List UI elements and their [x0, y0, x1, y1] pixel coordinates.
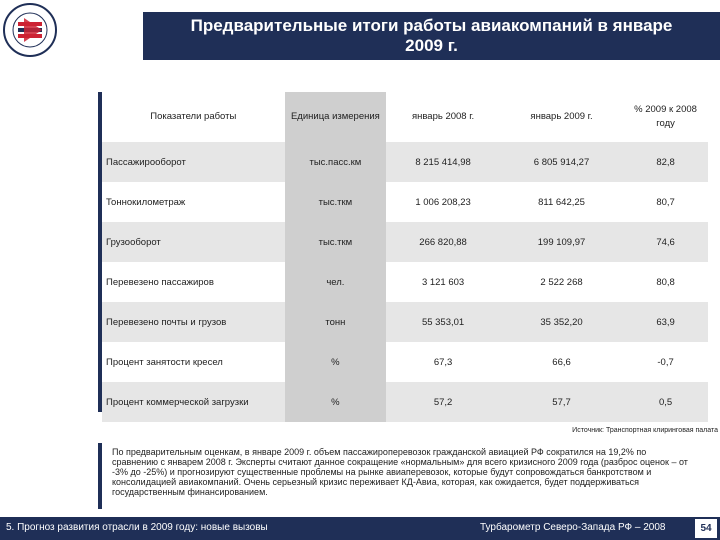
row-indicator: Тоннокилометраж	[106, 196, 186, 208]
row-percent: 74,6	[623, 222, 708, 262]
analysis-note	[98, 443, 708, 509]
row-percent: 82,8	[623, 142, 708, 182]
table-row	[102, 342, 708, 382]
table-row	[102, 262, 708, 302]
header-indicator: Показатели работы	[102, 92, 285, 142]
logo-emblem	[2, 2, 58, 58]
row-value-2008: 57,2	[386, 382, 500, 422]
row-percent: 0,5	[623, 382, 708, 422]
table-row	[102, 182, 708, 222]
row-unit: тыс.ткм	[285, 182, 387, 222]
title-bar	[143, 12, 720, 60]
row-unit: чел.	[285, 262, 387, 302]
row-percent: 80,8	[656, 276, 675, 288]
note-text: По предварительным оценкам, в январе 2009 г. объем пассажироперевозок гражданской авиацией РФ сократился на 19,2% по сравнению с январем 2008 г. Эксперты считают данное сокращение «нормальным» для всего кризисного 2009 года (разброс оценок – от -3% до -25%) и прогнозируют существенные проблемы на рынке авиаперевозок, которые будут сопровождаться банкротством и консолидацией авиакомпаний. Очень серьезный кризис переживает КД-Авиа, которая, как ожидается, будет поддерживаться государственным финансированием.	[112, 447, 688, 497]
row-indicator: Пассажирооборот	[102, 142, 285, 182]
footer-report-title: Турбарометр Северо-Запада РФ – 2008	[480, 522, 666, 533]
table-row	[102, 382, 708, 422]
row-value-2009: 57,7	[500, 382, 623, 422]
header-jan-2009: январь 2009 г.	[500, 92, 623, 142]
logo	[2, 2, 58, 58]
table-header-row	[102, 92, 708, 142]
table-row	[102, 302, 708, 342]
row-value-2009: 35 352,20	[500, 302, 623, 342]
page-title: Предварительные итоги работы авиакомпаний в январе 2009 г.	[190, 16, 673, 55]
row-percent: 63,9	[623, 302, 708, 342]
header-jan-2008: январь 2008 г.	[386, 92, 500, 142]
row-unit: тонн	[285, 302, 387, 342]
footer-bar	[0, 517, 720, 540]
row-value-2008: 67,3	[433, 356, 453, 368]
row-indicator: Перевезено почты и грузов	[102, 302, 285, 342]
row-unit: %	[285, 382, 387, 422]
results-table	[102, 92, 708, 422]
table-row	[102, 222, 708, 262]
row-indicator: Процент коммерческой загрузки	[102, 382, 285, 422]
footer-section-title: 5. Прогноз развития отрасли в 2009 году: новые вызовы	[6, 522, 268, 533]
row-value-2008: 1 006 208,23	[415, 196, 471, 208]
row-value-2009: 6 805 914,27	[500, 142, 623, 182]
table-row	[102, 142, 708, 182]
row-value-2008: 3 121 603	[421, 276, 465, 288]
header-unit: Единица измерения	[285, 92, 387, 142]
row-indicator: Грузооборот	[102, 222, 285, 262]
row-indicator: Перевезено пассажиров	[106, 276, 214, 288]
source-note: Источник: Транспортная клиринговая палата	[572, 427, 718, 434]
row-value-2009: 66,6	[552, 356, 571, 368]
row-indicator: Процент занятости кресел	[106, 356, 223, 368]
header-percent: % 2009 к 2008 году	[623, 92, 708, 142]
row-value-2008: 266 820,88	[386, 222, 500, 262]
row-value-2008: 55 353,01	[386, 302, 500, 342]
row-percent: 80,7	[656, 196, 675, 208]
row-unit: %	[285, 342, 387, 382]
page-number: 54	[695, 519, 717, 538]
row-value-2008: 8 215 414,98	[386, 142, 500, 182]
note-accent-bar	[98, 443, 102, 509]
row-unit: тыс.ткм	[285, 222, 387, 262]
row-percent: -0,7	[657, 356, 674, 368]
row-value-2009: 811 642,25	[538, 196, 585, 208]
row-value-2009: 2 522 268	[540, 276, 583, 288]
row-unit: тыс.пасс.км	[285, 142, 387, 182]
row-value-2009: 199 109,97	[500, 222, 623, 262]
